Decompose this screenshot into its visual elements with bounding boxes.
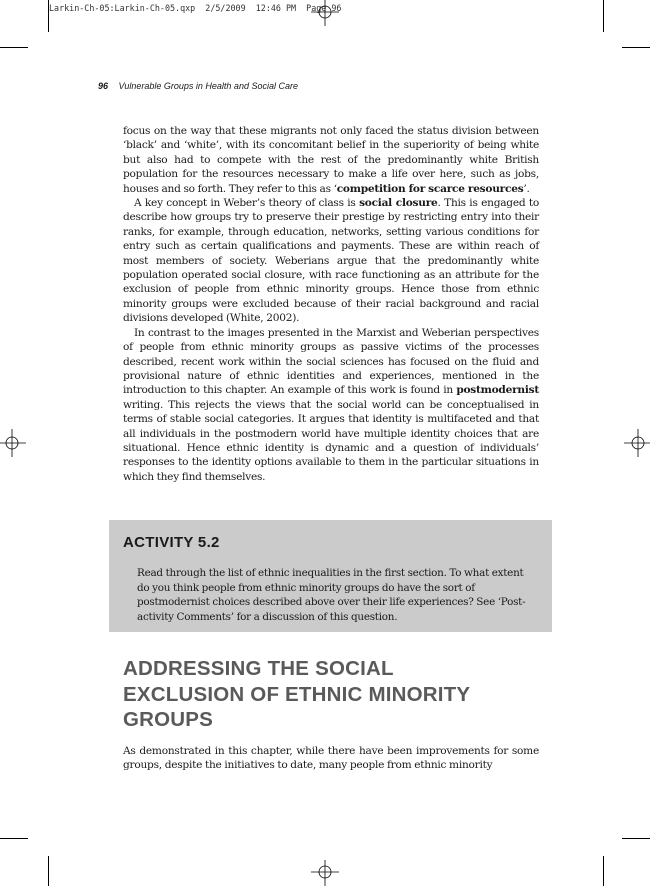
paragraph-postmodernist: In contrast to the images presented in the Marxist and Weberian perspectives of people from ethnic minority groups as passive victims of the processes described, recent work within the social sciences has focused on the fluid and provisional nature of ethnic identities and experiences, mentioned in the introduction to this chapter. An example of this work is found in postmodernist writing. This rejects the views that the social world can be conceptualised in terms of stable social categories. It argues that identity is multifaceted and that all individuals in the postmodern world have multiple identity choices that are situational. Hence ethnic identity is dynamic and a question of individuals’ responses to the identity options available to them in the particular situations in which they find themselves. <box>123 326 539 483</box>
section-heading: ADDRESSING THE SOCIAL EXCLUSION OF ETHNIC MINORITY GROUPS <box>123 657 471 731</box>
crop-mark-bottom-left-v <box>48 856 49 886</box>
crop-mark-top-left-h <box>0 47 28 48</box>
paragraph-social-closure: A key concept in Weber’s theory of class is social closure. This is engaged to describe how groups try to preserve their prestige by restricting entry into their ranks, for example, through education, networks, setting various conditions for entry such as certain qualifications and payments. These are within reach of most members of society. Weberians argue that the predominantly white population operated social closure, with race functioning as an attribute for the exclusion of people from ethnic minority groups. Hence those from ethnic minority groups were excluded because of their racial background and racial divisions developed (White, 2002). <box>123 197 539 325</box>
crop-mark-top-right-v <box>603 0 604 32</box>
registration-mark-bottom <box>311 858 339 886</box>
book-title: Vulnerable Groups in Health and Social Care <box>118 81 298 91</box>
crop-mark-top-right-h <box>622 47 650 48</box>
crop-mark-top-left-v <box>48 0 49 32</box>
activity-box <box>109 520 552 632</box>
registration-mark-top <box>311 0 339 28</box>
body-text <box>123 124 539 484</box>
crop-mark-bottom-left-h <box>0 838 28 839</box>
key-term-postmodernist: postmodernist <box>456 384 539 397</box>
page-number: 96 <box>98 81 109 91</box>
crop-mark-bottom-right-h <box>622 838 650 839</box>
paragraph-competition: focus on the way that these migrants not only faced the status division between ‘black’ and ‘white’, with its concomitant belief in the superiority of being white but also had to compete with the rest of the predominantly white British population for the resources necessary to make a life over here, such as jobs, houses and so forth. They refer to this as ‘competition for scarce resources’. <box>123 125 539 195</box>
printer-slug: Larkin-Ch-05:Larkin-Ch-05.qxp 2/5/2009 12:46 PM Page 96 <box>49 3 342 13</box>
key-term-competition: competition for scarce resources <box>336 182 524 195</box>
registration-mark-right <box>622 429 650 457</box>
body-text-closing <box>123 744 539 773</box>
key-term-social-closure: social closure <box>359 197 438 210</box>
paragraph-closing: As demonstrated in this chapter, while there have been improvements for some groups, despite the initiatives to date, many people from ethnic minority <box>123 745 539 772</box>
activity-title: ACTIVITY 5.2 <box>123 534 220 551</box>
activity-text: Read through the list of ethnic inequalities in the first section. To what extent do you think people from ethnic minority groups do have the sort of postmodernist choices described above over their life experiences? See ‘Post-activity Comments’ for a discussion of this question. <box>137 567 526 623</box>
crop-mark-bottom-right-v <box>603 856 604 886</box>
registration-mark-left <box>0 429 28 457</box>
running-head <box>98 81 298 91</box>
